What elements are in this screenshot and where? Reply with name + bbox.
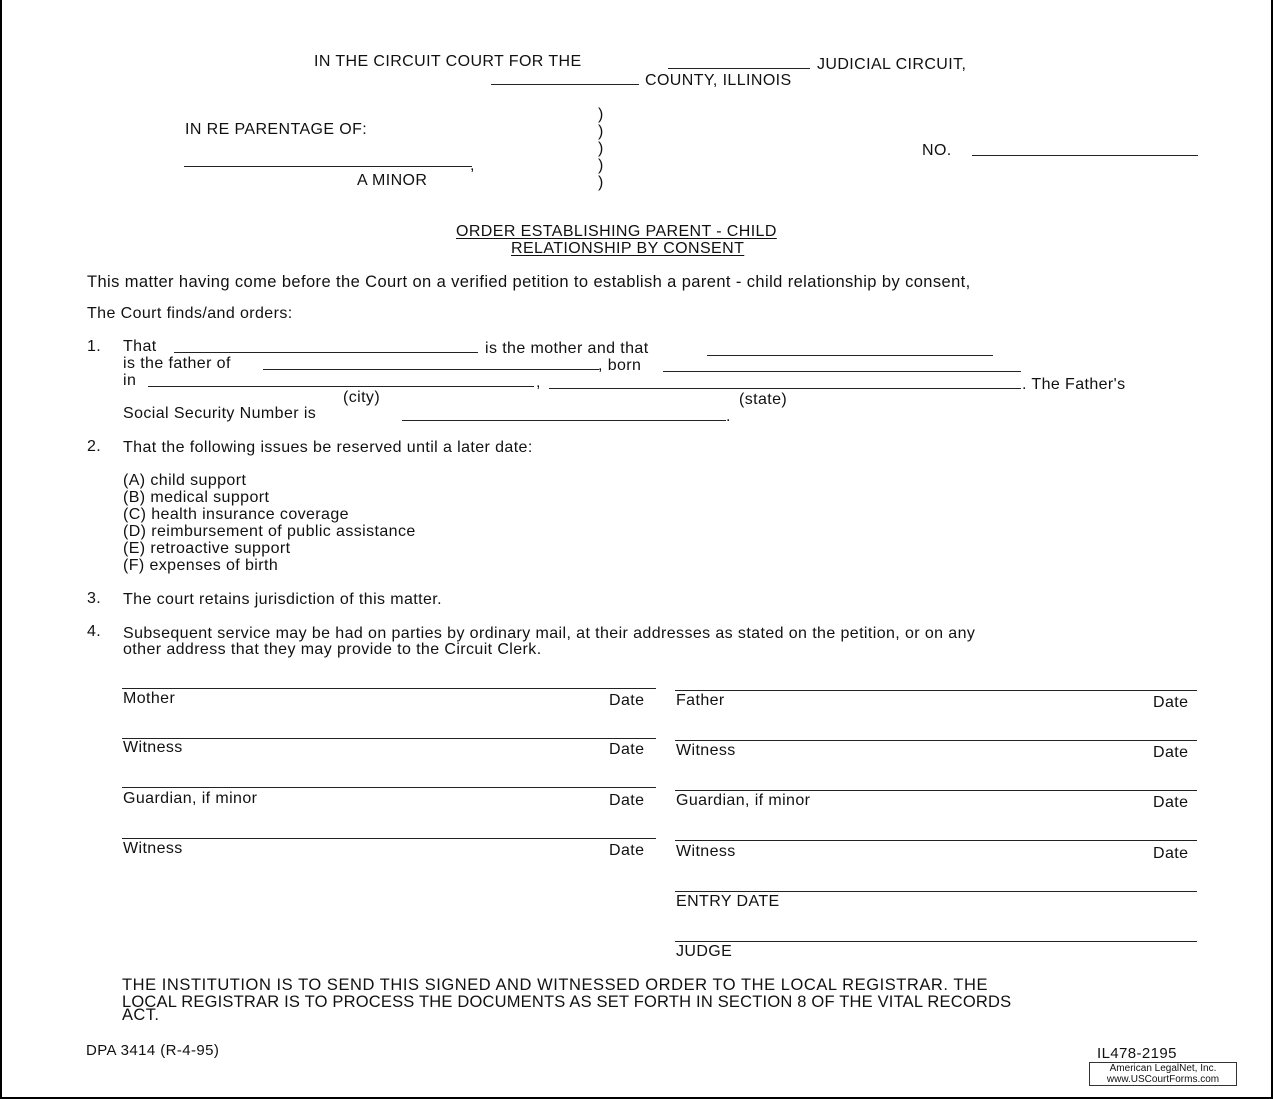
ssn-label: Social Security Number is (123, 405, 317, 422)
state-label: (state) (739, 391, 788, 408)
issue-item: (C) health insurance coverage (123, 506, 349, 523)
sig-label-witness: Witness (123, 739, 183, 756)
legalnet-stamp (1089, 1062, 1237, 1086)
witness-signature-line[interactable] (122, 738, 656, 739)
notice-line2: LOCAL REGISTRAR IS TO PROCESS THE DOCUMENTS AS SET FORTH IN SECTION 8 OF THE VITAL RECORDS (122, 993, 1012, 1011)
form-number: DPA 3414 (R-4-95) (86, 1042, 220, 1059)
witness-signature-line[interactable] (122, 838, 656, 839)
entry-date-line[interactable] (675, 891, 1197, 892)
caption-paren: ) (598, 174, 604, 191)
item1-in: in (123, 372, 137, 389)
notice-line3: ACT. (122, 1006, 160, 1024)
issue-item: (F) expenses of birth (123, 557, 279, 574)
county-line: COUNTY, ILLINOIS (645, 72, 792, 89)
judicial-circuit-blank[interactable] (668, 68, 810, 69)
judge-signature-line[interactable] (675, 941, 1197, 942)
minor-name-blank[interactable] (184, 166, 472, 167)
item1-fathers: . The Father's (1022, 376, 1126, 393)
sig-label-mother: Mother (123, 690, 176, 707)
sig-label-witness: Witness (676, 742, 736, 759)
sig-label-witness: Witness (123, 840, 183, 857)
minor-comma: , (470, 157, 475, 174)
mother-signature-line[interactable] (122, 688, 656, 689)
form-code: IL478-2195 (1097, 1045, 1177, 1062)
court-line-prefix: IN THE CIRCUIT COURT FOR THE (314, 53, 582, 70)
item1-number: 1. (87, 338, 102, 355)
issue-item: (E) retroactive support (123, 540, 291, 557)
sig-label-witness: Witness (676, 843, 736, 860)
sig-label-father: Father (676, 692, 725, 709)
caption-paren: ) (598, 106, 604, 123)
sig-label-guardian: Guardian, if minor (676, 792, 811, 809)
county-blank[interactable] (491, 84, 639, 85)
guardian-signature-line[interactable] (122, 787, 656, 788)
item3-number: 3. (87, 590, 102, 607)
witness-signature-line[interactable] (675, 740, 1197, 741)
state-blank[interactable] (549, 388, 1021, 389)
sig-label-guardian: Guardian, if minor (123, 790, 258, 807)
item4-line1: Subsequent service may be had on parties by ordinary mail, at their addresses as stated on the petition, or on any (123, 625, 976, 642)
caption-paren: ) (598, 157, 604, 174)
in-re-label: IN RE PARENTAGE OF: (185, 121, 368, 138)
sig-date-label: Date (609, 692, 645, 709)
item1-comma: , (536, 374, 541, 391)
city-label: (city) (343, 389, 381, 406)
item1-that: That (123, 338, 157, 355)
issue-item: (B) medical support (123, 489, 270, 506)
item2-number: 2. (87, 438, 102, 455)
ssn-period: . (726, 408, 731, 425)
item1-is-mother: is the mother and that (485, 340, 649, 357)
intro-text: This matter having come before the Court on a verified petition to establish a parent - child relationship by consent, (87, 273, 971, 291)
stamp-line2: www.USCourtForms.com (1106, 1074, 1220, 1085)
scan-edge-left (0, 0, 2, 1099)
sig-date-label: Date (609, 792, 645, 809)
mother-name-blank[interactable] (174, 352, 478, 353)
witness-signature-line[interactable] (675, 840, 1197, 841)
judge-label: JUDGE (676, 943, 733, 960)
item2-text: That the following issues be reserved until a later date: (123, 439, 533, 456)
birth-date-blank[interactable] (663, 371, 1021, 372)
sig-date-label: Date (1153, 845, 1189, 862)
sig-date-label: Date (1153, 794, 1189, 811)
sig-date-label: Date (609, 842, 645, 859)
court-line-suffix: JUDICIAL CIRCUIT, (817, 56, 967, 73)
caption-paren: ) (598, 123, 604, 140)
issue-item: (A) child support (123, 472, 247, 489)
court-finds: The Court finds/and orders: (87, 305, 293, 322)
item1-is-father-of: is the father of (123, 355, 231, 372)
a-minor-label: A MINOR (357, 172, 428, 189)
father-name-blank[interactable] (707, 355, 993, 356)
stamp-line1: American LegalNet, Inc. (1109, 1063, 1217, 1074)
entry-date-label: ENTRY DATE (676, 893, 780, 910)
sig-date-label: Date (1153, 744, 1189, 761)
item3-text: The court retains jurisdiction of this matter. (123, 591, 442, 608)
item1-born: , born (598, 357, 642, 374)
sig-date-label: Date (1153, 694, 1189, 711)
child-name-blank[interactable] (263, 369, 599, 370)
ssn-blank[interactable] (402, 420, 726, 421)
case-no-blank[interactable] (972, 155, 1198, 156)
item4-line2: other address that they may provide to the Circuit Clerk. (123, 641, 542, 658)
notice-line1: THE INSTITUTION IS TO SEND THIS SIGNED AND WITNESSED ORDER TO THE LOCAL REGISTRAR. THE (122, 976, 989, 994)
sig-date-label: Date (609, 741, 645, 758)
issue-item: (D) reimbursement of public assistance (123, 523, 416, 540)
caption-paren: ) (598, 140, 604, 157)
order-title-line1: ORDER ESTABLISHING PARENT - CHILD (456, 223, 777, 240)
city-blank[interactable] (148, 386, 534, 387)
order-title-line2: RELATIONSHIP BY CONSENT (511, 240, 745, 257)
father-signature-line[interactable] (675, 690, 1197, 691)
case-no-label: NO. (922, 142, 952, 159)
guardian-signature-line[interactable] (675, 790, 1197, 791)
item4-number: 4. (87, 623, 102, 640)
